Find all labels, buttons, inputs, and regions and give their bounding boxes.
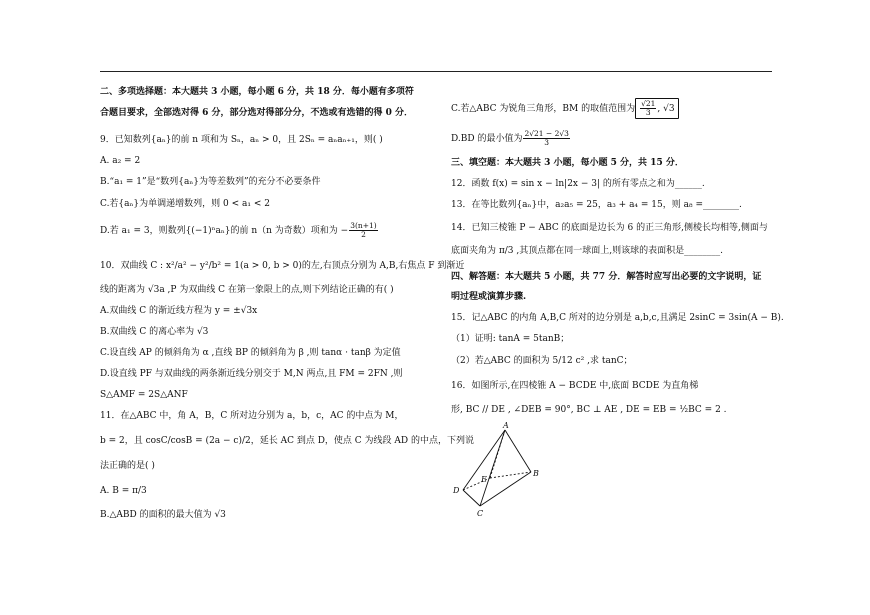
question-10-option-d: D.设直线 PF 与双曲线的两条渐近线分别交于 M,N 两点,且 FM = 2FN ,则: [100, 369, 403, 379]
question-10-option-b: B.双曲线 C 的离心率为 √3: [100, 327, 209, 337]
question-10-option-a: A.双曲线 C 的渐近线方程为 y = ±√3x: [100, 306, 258, 316]
vertex-label-e: E: [481, 475, 487, 484]
fraction-denominator: 2: [361, 230, 366, 239]
section-2-heading-line1: 二、多项选择题：本大题共 3 小题，每小题 6 分，共 18 分．每小题有多项符: [100, 87, 414, 97]
question-14-line2: 底面夹角为 π/3 ,其顶点都在同一球面上,则该球的表面积是________.: [451, 246, 723, 256]
question-11-option-c: [451, 98, 679, 119]
edge-CB: [480, 472, 531, 506]
question-10-option-d-line2: S△AMF = 2S△ANF: [100, 390, 188, 400]
question-12: 12．函数 f(x) = sin x − ln|2x − 3| 的所有零点之和为______.: [451, 179, 705, 189]
interval-fraction: [640, 100, 656, 117]
section-2-heading-line2: 合题目要求，全部选对得 6 分，部分选对得部分分，不选或有选错的得 0 分．: [100, 108, 414, 118]
vertex-label-a: A: [503, 421, 509, 430]
vertex-label-d: D: [453, 486, 460, 495]
edge-DC: [463, 490, 480, 506]
fraction-denominator: 3: [645, 108, 651, 117]
fraction-denominator: 3: [544, 138, 550, 147]
question-11-option-d: [451, 130, 571, 147]
question-14: 14．已知三棱锥 P − ABC 的底面是边长为 6 的正三角形,侧棱长均相等,侧面与: [451, 223, 768, 233]
question-11-option-c-text: C.若△ABC 为锐角三角形，BM 的取值范围为: [451, 104, 636, 114]
question-9-option-c: C.若{aₙ}为单调递增数列，则 0 < a₁ < 2: [100, 199, 270, 209]
edge-AB: [505, 430, 531, 472]
question-9-option-d-fraction: [349, 222, 378, 239]
question-13: 13．在等比数列{aₙ}中，a₂a₅ = 25，a₃ + a₄ = 15，则 a₈ =________.: [451, 200, 742, 210]
question-16: 16．如图所示,在四棱锥 A − BCDE 中,底面 BCDE 为直角梯: [451, 381, 699, 391]
vertex-label-b: B: [533, 469, 539, 478]
question-9-option-b: B.“a₁ = 1”是“数列{aₙ}为等差数列”的充分不必要条件: [100, 177, 321, 187]
question-9-option-a: A. a₂ = 2: [100, 156, 141, 166]
question-9-option-d-text: D.若 a₁ = 3，则数列{(−1)ⁿaₙ}的前 n（n 为奇数）项和为 −: [100, 226, 349, 236]
question-11-option-d-fraction: [523, 130, 569, 147]
question-9-option-d: [100, 222, 379, 239]
question-15-part-2: （2）若△ABC 的面积为 5/12 c² ,求 tanC；: [451, 356, 633, 366]
vertex-label-c: C: [477, 509, 484, 518]
question-11-stem: 11．在△ABC 中，角 A，B，C 所对边分别为 a，b，c，AC 的中点为 M，: [100, 411, 404, 421]
question-11-stem-line3: 法正确的是( ): [100, 461, 155, 471]
question-10-option-c: C.设直线 AP 的倾斜角为 α ,直线 BP 的倾斜角为 β ,则 tanα · tanβ 为定值: [100, 348, 401, 358]
question-15-part-1: （1）证明: tanA = 5tanB；: [451, 334, 570, 344]
question-10-stem-line2: 线的距离为 √3a ,P 为双曲线 C 在第一象限上的点,则下列结论正确的有( ): [100, 285, 394, 295]
pyramid-figure: [445, 420, 555, 520]
question-15: 15．记△ABC 的内角 A,B,C 所对的边分别是 a,b,c,且满足 2sinC = 3sin(A − B).: [451, 313, 784, 323]
interval-bracket: [635, 98, 679, 119]
question-16-line2: 形, BC // DE , ∠DEB = 90°, BC ⊥ AE , DE = EB = ½BC = 2 .: [451, 405, 727, 415]
question-11-stem-line2: b = 2，且 cosC/cosB = (2a − c)/2，延长 AC 到点 D，使点 C 为线段 AD 的中点，下列说: [100, 436, 474, 446]
section-4-heading-line2: 明过程或演算步骤.: [451, 292, 527, 302]
interval-upper: , √3: [657, 104, 675, 114]
section-3-heading: 三、填空题：本大题共 3 小题，每小题 5 分，共 15 分．: [451, 158, 684, 168]
top-rule: [100, 71, 772, 72]
fraction-numerator: √21: [641, 99, 656, 108]
fraction-numerator: 3(n+1): [350, 221, 377, 230]
question-10-stem: 10．双曲线 C : x²/a² − y²/b² = 1(a > 0, b > 0)的左,右顶点分别为 A,B,右焦点 F 到渐近: [100, 261, 465, 271]
edge-EB: [490, 472, 531, 478]
question-11-option-b: B.△ABD 的面积的最大值为 √3: [100, 510, 226, 520]
fraction-numerator: 2√21 − 2√3: [524, 129, 569, 138]
question-11-option-a: A. B = π/3: [100, 486, 147, 496]
section-4-heading: 四、解答题：本大题共 5 小题，共 77 分．解答时应写出必要的文字说明，证: [451, 272, 762, 282]
edge-AC: [480, 430, 505, 506]
question-11-option-d-text: D.BD 的最小值为: [451, 134, 523, 144]
question-9-stem: 9．已知数列{aₙ}的前 n 项和为 Sₙ，aₙ > 0，且 2Sₙ = aₙaₙ₊₁，则( ): [100, 135, 383, 145]
